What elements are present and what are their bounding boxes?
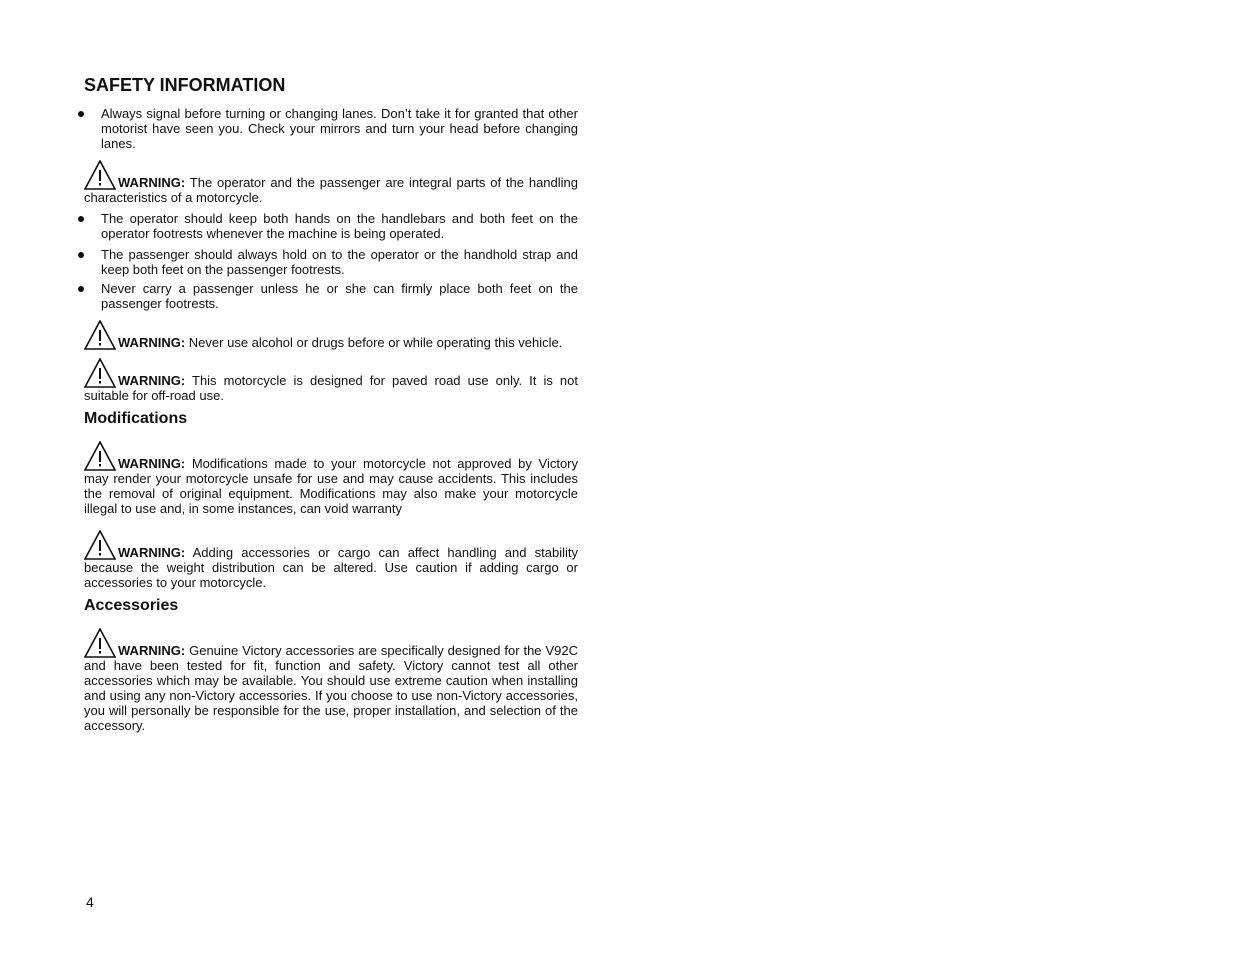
warning-label: WARNING:	[118, 175, 186, 190]
warning-triangle-icon	[84, 530, 116, 560]
list-item	[84, 247, 578, 277]
list-item-text: Never carry a passenger unless he or she can firmly place both feet on the passenger footrests.	[101, 281, 578, 311]
page-content	[84, 74, 578, 733]
warning-text: This motorcycle is designed for paved road use only. It is not suitable for off-road use.	[84, 373, 578, 403]
warning-triangle-icon	[84, 358, 116, 388]
list-item-text: Always signal before turning or changing lanes. Don’t take it for granted that other motorist have seen you. Check your mirrors and turn your head before changing lanes.	[101, 106, 578, 151]
warning-label: WARNING:	[118, 373, 186, 388]
list-item-text: The passenger should always hold on to the operator or the handhold strap and keep both feet on the passenger footrests.	[101, 247, 578, 277]
list-item	[84, 211, 578, 241]
warning-block	[84, 441, 578, 516]
list-item-text: The operator should keep both hands on the handlebars and both feet on the operator footrests whenever the machine is being operated.	[101, 211, 578, 241]
warning-text: Modifications made to your motorcycle not approved by Victory may render your motorcycle unsafe for use and may cause accidents. This includes the removal of original equipment. Modifications may also make your motorcycle illegal to use and, in some instances, can void warranty	[84, 456, 578, 516]
warning-block	[84, 628, 578, 733]
warning-triangle-icon	[84, 320, 116, 350]
warning-block	[84, 530, 578, 590]
list-item	[84, 106, 578, 151]
warning-text: Adding accessories or cargo can affect handling and stability because the weight distribution can be altered. Use caution if adding cargo or accessories to your motorcycle.	[84, 545, 578, 590]
warning-triangle-icon	[84, 441, 116, 471]
section-heading-accessories: Accessories	[84, 597, 179, 614]
warning-label: WARNING:	[118, 643, 186, 658]
list-item	[84, 281, 578, 311]
warning-block	[84, 358, 578, 403]
warning-label: WARNING:	[118, 335, 186, 350]
warning-triangle-icon	[84, 628, 116, 658]
bullet-dot	[78, 216, 84, 222]
warning-label: WARNING:	[118, 456, 186, 471]
page-title: SAFETY INFORMATION	[84, 75, 286, 95]
warning-text: Never use alcohol or drugs before or while operating this vehicle.	[188, 335, 563, 350]
warning-block	[84, 320, 578, 350]
warning-text: Genuine Victory accessories are specifically designed for the V92C and have been tested for fit, function and safety. Victory cannot test all other accessories which may be available. You should use extreme caution when installing and using any non‑Victory accessories. If you choose to use non-Victory accessories, you will personally be responsible for the use, proper installation, and selection of the accessory.	[84, 643, 578, 733]
bullet-dot	[78, 111, 84, 117]
warning-text: The operator and the passenger are integral parts of the handling characteristics of a motorcycle.	[84, 175, 578, 205]
bullet-dot	[78, 252, 84, 258]
warning-label: WARNING:	[118, 545, 186, 560]
warning-block	[84, 160, 578, 205]
page-number: 4	[86, 894, 94, 910]
bullet-dot	[78, 286, 84, 292]
warning-triangle-icon	[84, 160, 116, 190]
section-heading-modifications: Modifications	[84, 410, 188, 427]
